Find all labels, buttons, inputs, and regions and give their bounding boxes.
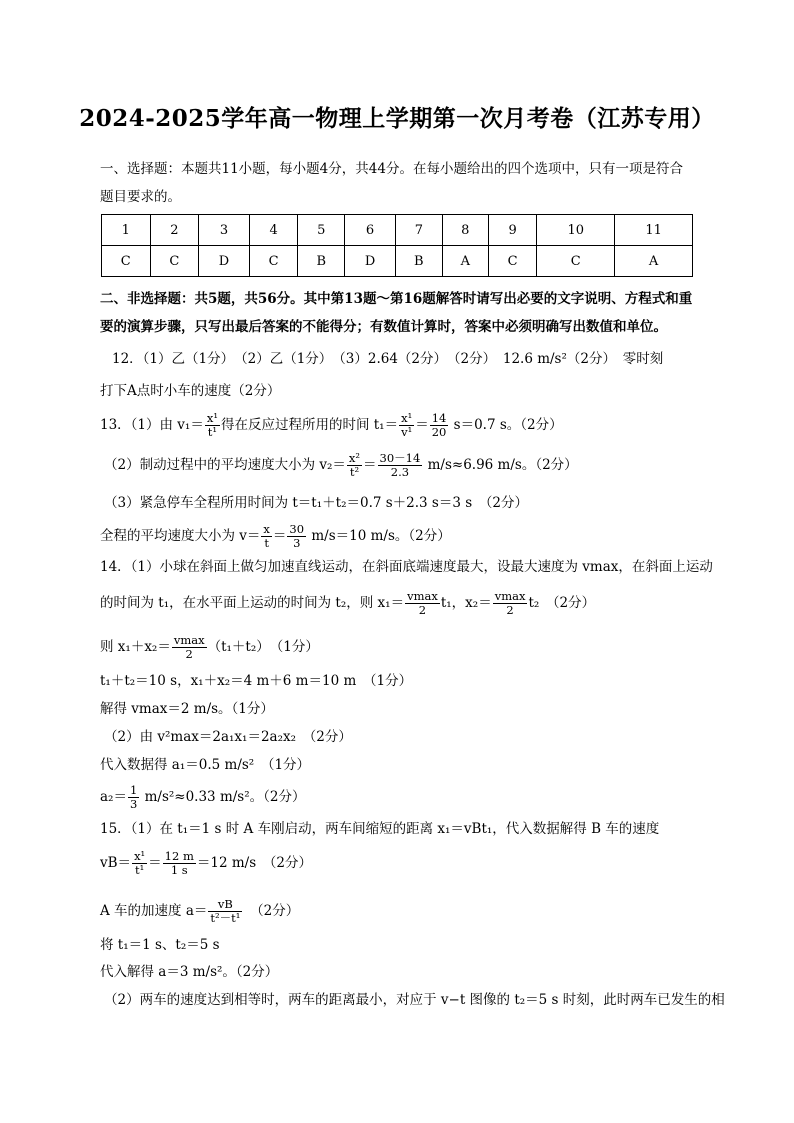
question-number-cell: 8 xyxy=(442,215,488,246)
q14-line2 xyxy=(100,590,595,617)
text: ＝12 m/s （2分） xyxy=(196,855,312,871)
denominator: 2 xyxy=(506,603,514,617)
q14-line7: 代入数据得 a₁＝0.5 m/s² （1分） xyxy=(100,757,311,773)
answer-cell: A xyxy=(615,246,693,277)
fraction xyxy=(493,590,528,617)
question-number-cell: 4 xyxy=(249,215,298,246)
denominator: 2 xyxy=(418,603,427,617)
numerator: x xyxy=(263,522,270,536)
fraction xyxy=(405,590,440,617)
fraction xyxy=(287,523,306,550)
text: m/s＝10 m/s。（2分） xyxy=(307,528,451,544)
fraction xyxy=(378,452,423,479)
fraction xyxy=(261,523,272,550)
denominator: 1 s xyxy=(170,863,188,877)
denominator: t¹ xyxy=(207,425,218,439)
text: m/s≈6.96 m/s。（2分） xyxy=(423,457,578,473)
question-number-cell: 6 xyxy=(345,215,396,246)
fraction xyxy=(430,412,449,439)
text: m/s²≈0.33 m/s²。（2分） xyxy=(140,789,306,805)
numerator: 1 xyxy=(129,783,138,797)
section2-instructions-line1: 二、非选择题：共5题，共56分。其中第13题～第16题解答时请写出必要的文字说明、方程式和重 xyxy=(100,291,693,307)
question-number-cell: 7 xyxy=(395,215,442,246)
numerator: 30－14 xyxy=(379,451,421,465)
answer-cell: C xyxy=(537,246,615,277)
question-number-cell: 10 xyxy=(537,215,615,246)
denominator: t² xyxy=(349,465,360,479)
question-number-cell: 11 xyxy=(615,215,693,246)
denominator: t²－t¹ xyxy=(210,911,241,925)
fraction xyxy=(132,850,147,877)
question-number-cell: 5 xyxy=(298,215,345,246)
text: ＝ xyxy=(148,855,162,871)
denominator: 3 xyxy=(129,797,138,811)
q13-line1 xyxy=(100,412,563,439)
text: A 车的加速度 a＝ xyxy=(100,903,208,919)
q13-line4 xyxy=(100,523,451,550)
question-number-cell: 3 xyxy=(199,215,250,246)
numerator: 12 m xyxy=(164,849,194,863)
text: s＝0.7 s。（2分） xyxy=(449,417,563,433)
q14-line3 xyxy=(100,634,319,661)
numerator: x¹ xyxy=(401,411,413,425)
text: ＝ xyxy=(415,417,429,433)
answer-cell: D xyxy=(199,246,250,277)
numerator: x¹ xyxy=(134,849,146,863)
text: （t₁＋t₂） （1分） xyxy=(207,639,319,655)
answer-table-answer-row xyxy=(102,246,693,277)
q12-line1: 12．（1）乙（1分） （2）乙（1分） （3）2.64（2分） （2分） 12.6 m/s²（2分） 零时刻 xyxy=(112,351,664,367)
fraction xyxy=(172,634,207,661)
text: 全程的平均速度大小为 v＝ xyxy=(100,528,261,544)
denominator: 2.3 xyxy=(390,465,410,479)
fraction xyxy=(128,784,139,811)
q15-line2 xyxy=(100,850,312,877)
text: t₁，x₂＝ xyxy=(440,595,492,611)
answer-cell: C xyxy=(488,246,537,277)
text: （2分） xyxy=(243,903,300,919)
q15-line6: （2）两车的速度达到相等时，两车的距离最小，对应于 v−t 图像的 t₂＝5 s 时刻，此时两车已发生的相 xyxy=(104,992,725,1008)
answer-cell: A xyxy=(442,246,488,277)
text: 则 x₁＋x₂＝ xyxy=(100,639,171,655)
numerator: vmax xyxy=(173,633,205,647)
fraction xyxy=(163,850,196,877)
section1-instructions-line1: 一、选择题：本题共11小题，每小题4分，共44分。在每小题给出的四个选项中，只有一项是符合 xyxy=(100,161,683,177)
q14-line4: t₁＋t₂＝10 s，x₁＋x₂＝4 m＋6 m＝10 m （1分） xyxy=(100,673,413,689)
question-number-cell: 2 xyxy=(150,215,199,246)
answer-table-number-row xyxy=(102,215,693,246)
text: 13．（1）由 v₁＝ xyxy=(100,417,204,433)
q13-line2 xyxy=(104,452,578,479)
text: a₂＝ xyxy=(100,789,127,805)
answer-cell: C xyxy=(102,246,151,277)
section1-instructions-line2: 题目要求的。 xyxy=(100,189,181,205)
q14-line1: 14．（1）小球在斜面上做匀加速直线运动，在斜面底端速度最大，设最大速度为 vmax，在斜面上运动 xyxy=(100,559,713,575)
text: t₂ （2分） xyxy=(528,595,596,611)
answer-cell: C xyxy=(150,246,199,277)
section2-instructions-line2: 要的演算步骤，只写出最后答案的不能得分；有数值计算时，答案中必须明确写出数值和单位。 xyxy=(100,319,667,335)
text: 得在反应过程所用的时间 t₁＝ xyxy=(220,417,399,433)
denominator: t xyxy=(264,536,269,550)
text: ＝ xyxy=(272,528,287,544)
denominator: 2 xyxy=(185,647,193,661)
text: vB＝ xyxy=(100,855,132,871)
q12-line2: 打下A点时小车的速度（2分） xyxy=(100,383,281,399)
answer-cell: B xyxy=(395,246,442,277)
page-title: 2024-2025学年高一物理上学期第一次月考卷（江苏专用） xyxy=(79,105,715,132)
question-number-cell: 9 xyxy=(488,215,537,246)
denominator: v¹ xyxy=(401,425,413,439)
q14-line6: （2）由 v²max＝2a₁x₁＝2a₂x₂ （2分） xyxy=(104,729,352,745)
text: （2）制动过程中的平均速度大小为 v₂＝ xyxy=(104,457,346,473)
numerator: vmax xyxy=(494,589,526,603)
numerator: 30 xyxy=(289,522,305,536)
fraction xyxy=(208,898,242,925)
answer-table xyxy=(101,214,693,277)
q15-line3 xyxy=(100,898,299,925)
numerator: x¹ xyxy=(206,411,218,425)
denominator: t¹ xyxy=(135,863,145,877)
numerator: 14 xyxy=(431,411,447,425)
fraction xyxy=(399,412,414,439)
fraction xyxy=(205,412,220,439)
q15-line4: 将 t₁＝1 s、t₂＝5 s xyxy=(100,937,220,953)
text: 的时间为 t₁，在水平面上运动的时间为 t₂，则 x₁＝ xyxy=(100,595,405,611)
denominator: 3 xyxy=(293,536,301,550)
numerator: x² xyxy=(348,451,361,465)
answer-cell: D xyxy=(345,246,396,277)
numerator: vB xyxy=(208,898,242,912)
q14-line5: 解得 vmax＝2 m/s。（1分） xyxy=(100,701,274,717)
fraction xyxy=(347,452,362,479)
answer-cell: B xyxy=(298,246,345,277)
text: ＝ xyxy=(363,457,377,473)
q14-line8 xyxy=(100,784,305,811)
q13-line3: （3）紧急停车全程所用时间为 t＝t₁＋t₂＝0.7 s＋2.3 s＝3 s （2分） xyxy=(104,495,529,511)
question-number-cell: 1 xyxy=(102,215,151,246)
q15-line5: 代入解得 a＝3 m/s²。（2分） xyxy=(100,964,279,980)
q15-line1: 15．（1）在 t₁＝1 s 时 A 车刚启动，两车间缩短的距离 x₁＝vBt₁，代入数据解得 B 车的速度 xyxy=(100,821,660,837)
answer-cell: C xyxy=(249,246,298,277)
numerator: vmax xyxy=(407,589,438,603)
denominator: 20 xyxy=(431,425,447,439)
